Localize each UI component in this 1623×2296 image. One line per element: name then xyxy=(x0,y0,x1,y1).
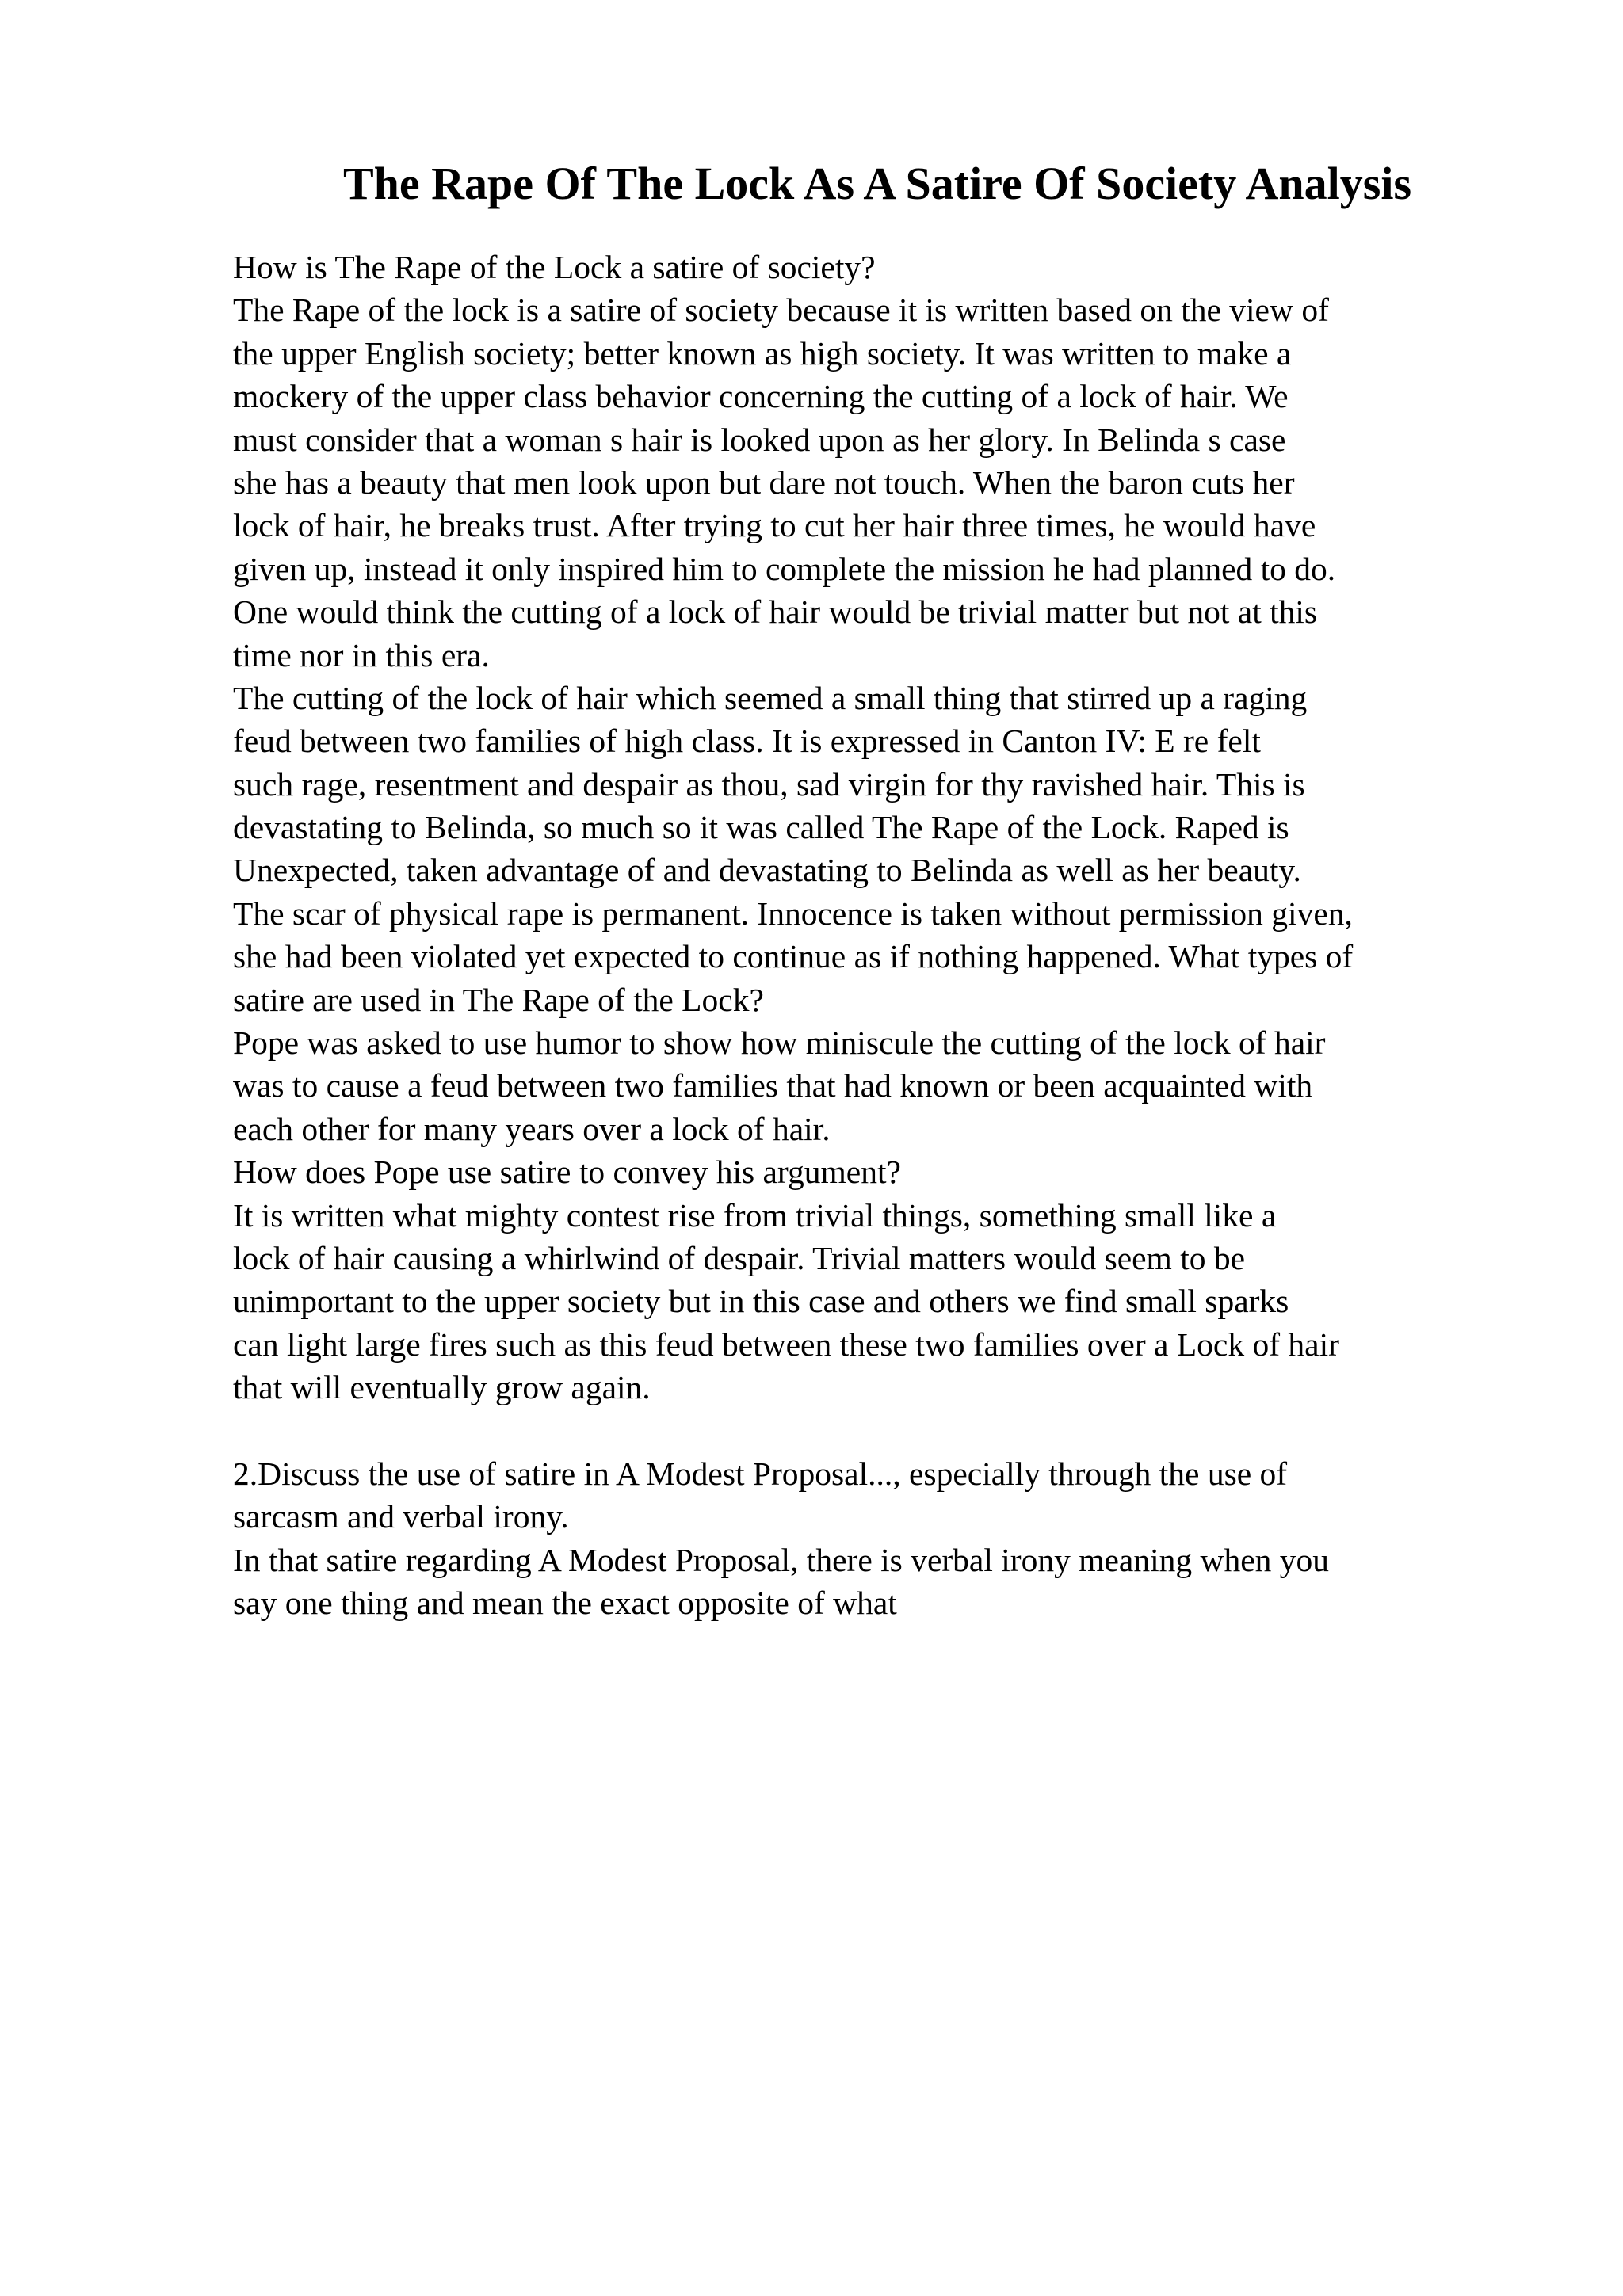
text-line: given up, instead it only inspired him to complete the mission he had planned to do. xyxy=(233,550,1336,587)
text-line: devastating to Belinda, so much so it was called The Rape of the Lock. Raped is xyxy=(233,809,1289,846)
text-line: The cutting of the lock of hair which seemed a small thing that stirred up a raging xyxy=(233,679,1308,716)
text-line: Pope was asked to use humor to show how miniscule the cutting of the lock of hair xyxy=(233,1024,1326,1062)
text-line: the upper English society; better known as high society. It was written to make a xyxy=(233,334,1292,372)
text-line: 2.Discuss the use of satire in A Modest Proposal..., especially through the use of xyxy=(233,1455,1288,1492)
text-line: she has a beauty that men look upon but dare not touch. When the baron cuts her xyxy=(233,463,1295,501)
text-line: lock of hair, he breaks trust. After trying to cut her hair three times, he would have xyxy=(233,507,1316,544)
document-title: The Rape Of The Lock As A Satire Of Society Analysis xyxy=(342,158,1412,209)
text-line: time nor in this era. xyxy=(233,636,490,673)
text-line: say one thing and mean the exact opposite of what xyxy=(233,1585,897,1622)
text-line: satire are used in The Rape of the Lock? xyxy=(233,981,764,1018)
text-line: that will eventually grow again. xyxy=(233,1369,651,1406)
text-line: such rage, resentment and despair as thou, sad virgin for thy ravished hair. This is xyxy=(233,765,1305,803)
text-line: each other for many years over a lock of hair. xyxy=(233,1110,831,1147)
text-line: How does Pope use satire to convey his argument? xyxy=(233,1154,901,1191)
document-body xyxy=(233,246,1596,1625)
text-line: must consider that a woman s hair is looked upon as her glory. In Belinda s case xyxy=(233,421,1286,458)
text-line: can light large fires such as this feud between these two families over a Lock of hair xyxy=(233,1325,1339,1363)
text-line: feud between two families of high class. It is expressed in Canton IV: E re felt xyxy=(233,723,1261,760)
text-line: In that satire regarding A Modest Proposal, there is verbal irony meaning when you xyxy=(233,1541,1330,1578)
text-line: she had been violated yet expected to continue as if nothing happened. What types of xyxy=(233,938,1354,975)
text-line: lock of hair causing a whirlwind of despair. Trivial matters would seem to be xyxy=(233,1239,1246,1276)
text-line: sarcasm and verbal irony. xyxy=(233,1498,569,1535)
text-line: It is written what mighty contest rise from trivial things, something small like a xyxy=(233,1196,1277,1234)
text-line: was to cause a feud between two families that had known or been acquainted with xyxy=(233,1067,1313,1104)
text-line: unimportant to the upper society but in this case and others we find small sparks xyxy=(233,1283,1289,1320)
text-line: Unexpected, taken advantage of and devastating to Belinda as well as her beauty. xyxy=(233,852,1301,889)
text-line: The Rape of the lock is a satire of society because it is written based on the view of xyxy=(233,292,1329,329)
text-line: mockery of the upper class behavior concerning the cutting of a lock of hair. We xyxy=(233,378,1289,415)
paragraph-gap xyxy=(233,1409,1596,1452)
text-line: How is The Rape of the Lock a satire of society? xyxy=(233,249,876,285)
text-line: One would think the cutting of a lock of hair would be trivial matter but not at this xyxy=(233,593,1318,631)
text-line: The scar of physical rape is permanent. Innocence is taken without permission given, xyxy=(233,894,1353,932)
